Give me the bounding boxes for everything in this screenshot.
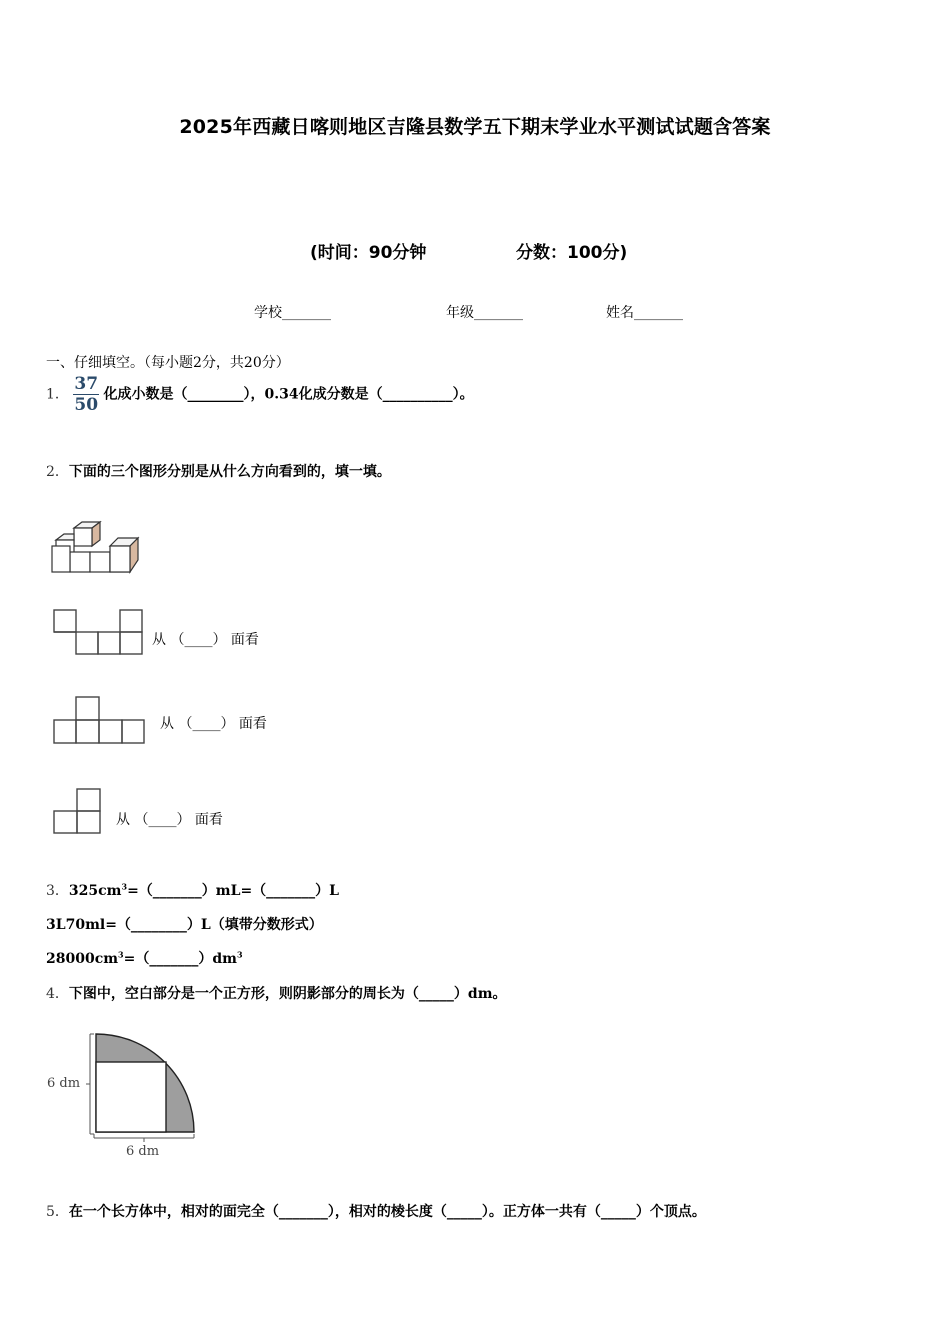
question-4 [46,983,507,1003]
question-number: 3． [46,883,69,899]
section-heading: 一、仔细填空。（每小题2分，共20分） [46,355,290,371]
grade-field: 年级_______ [446,305,523,321]
page-title: 2025年西藏日喀则地区吉隆县数学五下期末学业水平测试试题含答案 [179,116,771,138]
question-5 [46,1201,706,1221]
question-1 [46,374,474,415]
question-number: 5． [46,1204,69,1220]
view-3-figure [54,789,104,837]
question-3-line-3 [46,948,243,968]
question-number: 4． [46,986,69,1002]
view-1-label: 从 （____） 面看 [152,632,259,648]
cube-stack-figure [50,520,150,576]
superscript: 3 [121,881,128,892]
q1-value: 0.34 [264,386,299,403]
view-3-label: 从 （____） 面看 [116,812,223,828]
q3-line3-b: =（_______）dm [123,951,237,967]
name-field: 姓名_______ [606,305,683,321]
q2-text: 下面的三个图形分别是从什么方向看到的，填一填。 [68,464,391,480]
superscript: 3 [236,949,243,960]
question-3-line-2: 3L70ml=（________）L（填带分数形式） [46,917,323,933]
view-2-figure [54,697,148,747]
question-3-line-1 [46,880,339,900]
question-number: 1． [46,386,69,403]
q1-text-a: 化成小数是（________）， [103,386,265,403]
view-2-label: 从 （____） 面看 [160,716,267,732]
fraction [73,374,99,415]
q4-text: 下图中，空白部分是一个正方形，则阴影部分的周长为（_____）dm。 [68,986,507,1002]
superscript: 3 [118,949,124,960]
q3-line1-b: =（_______）mL=（_______）L [127,883,340,899]
bottom-length-label: 6 dm [126,1144,160,1159]
question-2 [46,461,391,481]
q3-line3-a: 28000cm [46,951,119,967]
exam-time: (时间：90分钟 [310,243,427,263]
side-length-label: 6 dm [47,1076,81,1091]
q3-line1-a: 325cm [68,883,122,899]
fraction-denominator: 50 [74,395,99,415]
q5-text: 在一个长方体中，相对的面完全（_______），相对的棱长度（_____）。正方体一共有（_____）个顶点。 [68,1204,706,1220]
view-1-figure [54,610,150,660]
school-field: 学校_______ [254,305,331,321]
question-number: 2． [46,464,69,480]
quarter-circle-figure [44,1030,204,1162]
fraction-numerator: 37 [74,374,99,394]
exam-score: 分数：100分) [516,243,628,263]
q1-text-b: 化成分数是（__________）。 [298,386,474,403]
